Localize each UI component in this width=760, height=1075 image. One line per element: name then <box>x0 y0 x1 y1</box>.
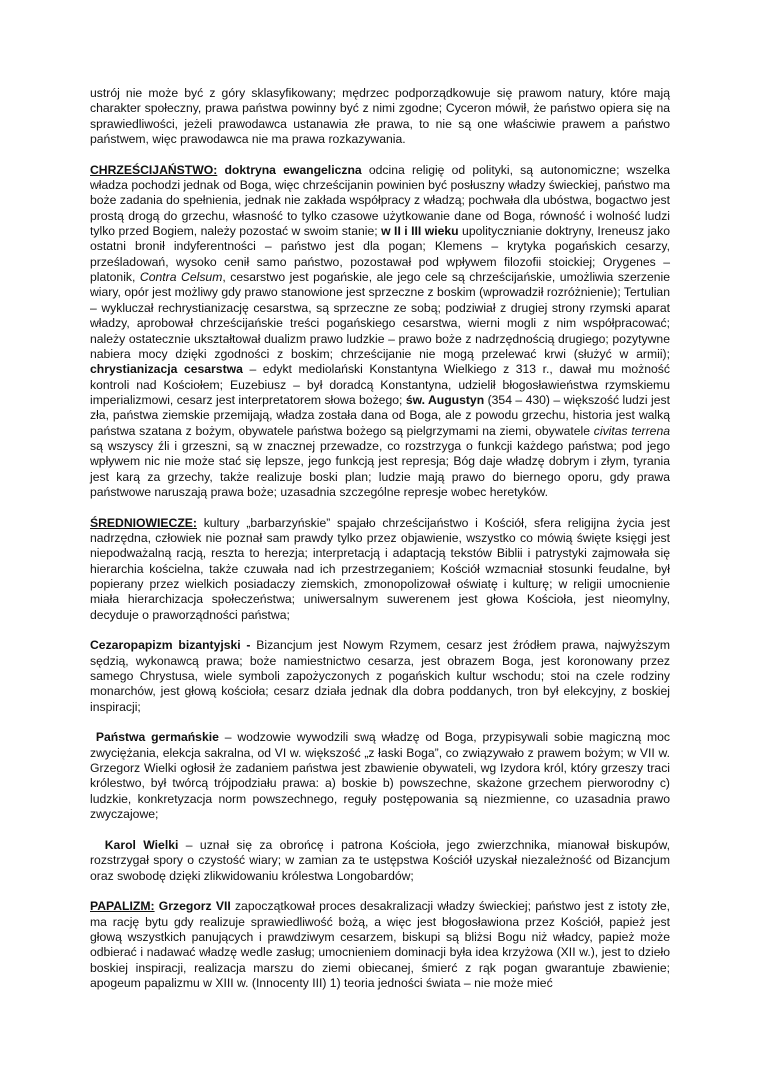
document-page <box>90 86 670 1007</box>
bold-term-2nd-3rd-century: w II i III wieku <box>381 224 459 239</box>
paragraph-text: odcina religię od polityki, są autonomiczne; wszelka władza pochodzi jednak od Boga, więc chrześcijanin powinien być posłuszny władzy świeckiej, państwo ma boże zadania do spełnienia, jednak nie zakłada współpracy z władzą; pochwała dla ubóstwa, bogactwo jest prostą drogą do grzechu, własność to tylko czasowe użytkowanie dane od Boga, równość i wolność ludzi tylko przed Bogiem, należy pozostać w swoim stanie; <box>90 162 670 239</box>
paragraph-text: – uznał się za obrońcę i patrona Kościoła, jego zwierzchnika, mianował biskupów, rozstrzygał spory o czystość wiary; w zamian za te ustępstwa Kościół uzyskał niezależność od Bizancjum oraz swobodę dzięki zlikwidowaniu królestwa Longobardów; <box>90 837 670 883</box>
section-heading-christianity: CHRZEŚCIJAŃSTWO: <box>90 162 218 177</box>
paragraph-text: – wodzowie wywodzili swą władzę od Boga, przypisywali sobie magiczną moc zwyciężania, elekcja sakralna, od VI w. większość „z łaski Boga”, co związywało z prawem bożym; w VII w. Grzegorz Wielki ogłosił że zadaniem państwa jest zbawienie obywateli, wg Izydora król, który grzeszy traci królestwo, był twórcą trójpodziału prawa: a) boskie b) powszechne, skażone grzechem pierworodny c) ludzkie, konkretyzacja norm powszechnego, reguły postępowania są niezmienne, co uzasadnia prawo zwyczajowe; <box>90 730 670 822</box>
bold-term-gregory-vii: Grzegorz VII <box>154 899 231 914</box>
section-heading-middle-ages: ŚREDNIOWIECZE: <box>90 515 197 530</box>
paragraph-intro <box>90 86 670 147</box>
bold-term-christianization: chrystianizacja cesarstwa <box>90 362 243 377</box>
paragraph-text: (354 – 430) – większość ludzi jest zła, państwa ziemskie przemijają, władza została dana od Boga, ale z powodu grzechu, historia jest walką państwa szatana z bożym, obywatele państwa bożego są pielgrzymami na ziemi, obywatele <box>90 392 670 438</box>
paragraph-text: Bizancjum jest Nowym Rzymem, cesarz jest źródłem prawa, najwyższym sędzią, wykonawcą prawa; boże namiestnictwo cesarza, jest obrazem Boga, jest koronowany przez samego Chrystusa, wiele symboli zapożyczonych z pogańskich kultur wschodu; stoi na czele rodziny monarchów, jest głową kościoła; cesarz działa jednak dla dobra poddanych, tron był elekcyjny, z boskiej inspiracji; <box>90 638 671 714</box>
paragraph-caesaropapism <box>90 638 670 715</box>
section-heading-caesaropapism: Cezaropapizm bizantyjski - <box>90 638 251 653</box>
bold-term-evangelical-doctrine: doktryna ewangeliczna <box>224 162 362 177</box>
section-heading-papalism: PAPALIZM: <box>90 899 155 914</box>
paragraph-text: upolitycznianie doktryny, Ireneusz jako ostatni bronił indyferentności – państwo jest dla pogan; Klemens – krytyka pogańskich cesarzy, prześladowań, wysoko cenił samo państwo, pozostawał pod wpływem filozofii stoickiej; Orygenes – platonik, <box>90 224 670 285</box>
italic-title-contra-celsum: Contra Celsum <box>139 270 223 285</box>
paragraph-papalism <box>90 899 670 991</box>
paragraph-germanic-states <box>90 730 670 822</box>
paragraph-text: ustrój nie może być z góry sklasyfikowany; mędrzec podporządkowuje się prawom natury, które mają charakter społeczny, prawa państwa powinny być z nimi zgodne; Cyceron mówił, że państwo opiera się na sprawiedliwości, jeżeli prawodawca ustanawia złe prawa, to nie są one właściwie prawem a państwo państwem, więc prawodawca nie ma prawa rozkazywania. <box>90 86 670 147</box>
paragraph-middle-ages <box>90 516 670 623</box>
paragraph-christianity <box>90 163 670 501</box>
paragraph-text: , cesarstwo jest pogańskie, ale jego cele są chrześcijańskie, umożliwia szerzenie wiary, opór jest możliwy gdy prawo stanowione jest sprzeczne z boskim (wprowadził rozróżnienie); Tertulian – wykluczał rechrystianizację cesarstwa, są sprzeczne ze sobą; podziwiał z drugiej strony rzymski aparat władzy, aprobował chrześcijańskie treści pogańskiego cesarstwa, wierni mogli z nim współpracować; należy ostatecznie ukształtował dualizm prawo ludzkie – prawo boże z nadrzędnością drugiego; pozytywne nabiera mocy dzięki zgodności z boskim; chrześcijanie nie mogą przelewać krwi (służyć w armii); <box>90 270 670 361</box>
bold-term-augustine: św. Augustyn <box>405 392 485 407</box>
paragraph-charlemagne <box>90 838 670 884</box>
paragraph-text: – edykt mediolański Konstantyna Wielkiego z 313 r., dawał mu możność kontroli nad Kościołem; Euzebiusz – był doradcą Konstantyna, udzielił błogosławieństwa rzymskiemu imperializmowi, cesarz jest interpretatorem słowa bożego; <box>90 362 670 407</box>
italic-term-civitas-terrena: civitas terrena <box>593 423 671 438</box>
paragraph-text: są wszyscy źli i grzeszni, są w znacznej przewadze, co rozstrzyga o funkcji każdego państwa; pod jego wpływem nic nie może stać się lepsze, jego funkcją jest represja; Bóg daje władzę dobrym i złym, tyrania jest karą za grzechy, także realizuje boski plan; ludzie mają prawo do biernego oporu, gdy prawa państwowe naruszają prawa boże; uzasadnia szczególne represje wobec heretyków. <box>90 438 670 499</box>
section-heading-germanic-states: Państwa germańskie <box>90 730 219 745</box>
section-heading-charlemagne: Karol Wielki <box>90 837 179 852</box>
paragraph-text: zapoczątkował proces desakralizacji władzy świeckiej; państwo jest z istoty złe, ma rację bytu gdy realizuje sprawiedliwość bożą, a więc jest błogosławiona przez Kościół, papież jest głową wszystkich panujących i prawdziwym cesarzem, biskupi są bliżsi Bogu niż władcy, papież może odbierać i nadawać władzę wedle zasług; umocnieniem dominacji była idea krzyżowa (XII w.), jest to dzieło boskiej inspiracji, realizacja marszu do ziemi obiecanej, śmierć z rąk pogan gwarantuje zbawienie; apogeum papalizmu w XIII w. (Innocenty III) 1) teoria jedności świata – nie może mieć <box>90 899 670 990</box>
paragraph-text: kultury „barbarzyńskie” spajało chrześcijaństwo i Kościół, sfera religijna życia jest nadrzędna, człowiek nie poznał sam prawdy tylko przez objawienie, wszystko co mówią święte księgi jest niepodważalną racją, reszta to herezja; interpretacją i adaptacją tekstów Biblii i patrystyki zajmowała się hierarchia kościelna, także czuwała nad ich przestrzeganiem; Kościół wzmacniał stosunki feudalne, był popierany przez wielkich posiadaczy ziemskich, zmonopolizował oświatę i kulturę; w religii umocnienie miała hierarchizacja społeczeństwa; uniwersalnym suwerenem jest głowa Kościoła, jest nieomylny, decyduje o praworządności państwa; <box>90 515 670 622</box>
